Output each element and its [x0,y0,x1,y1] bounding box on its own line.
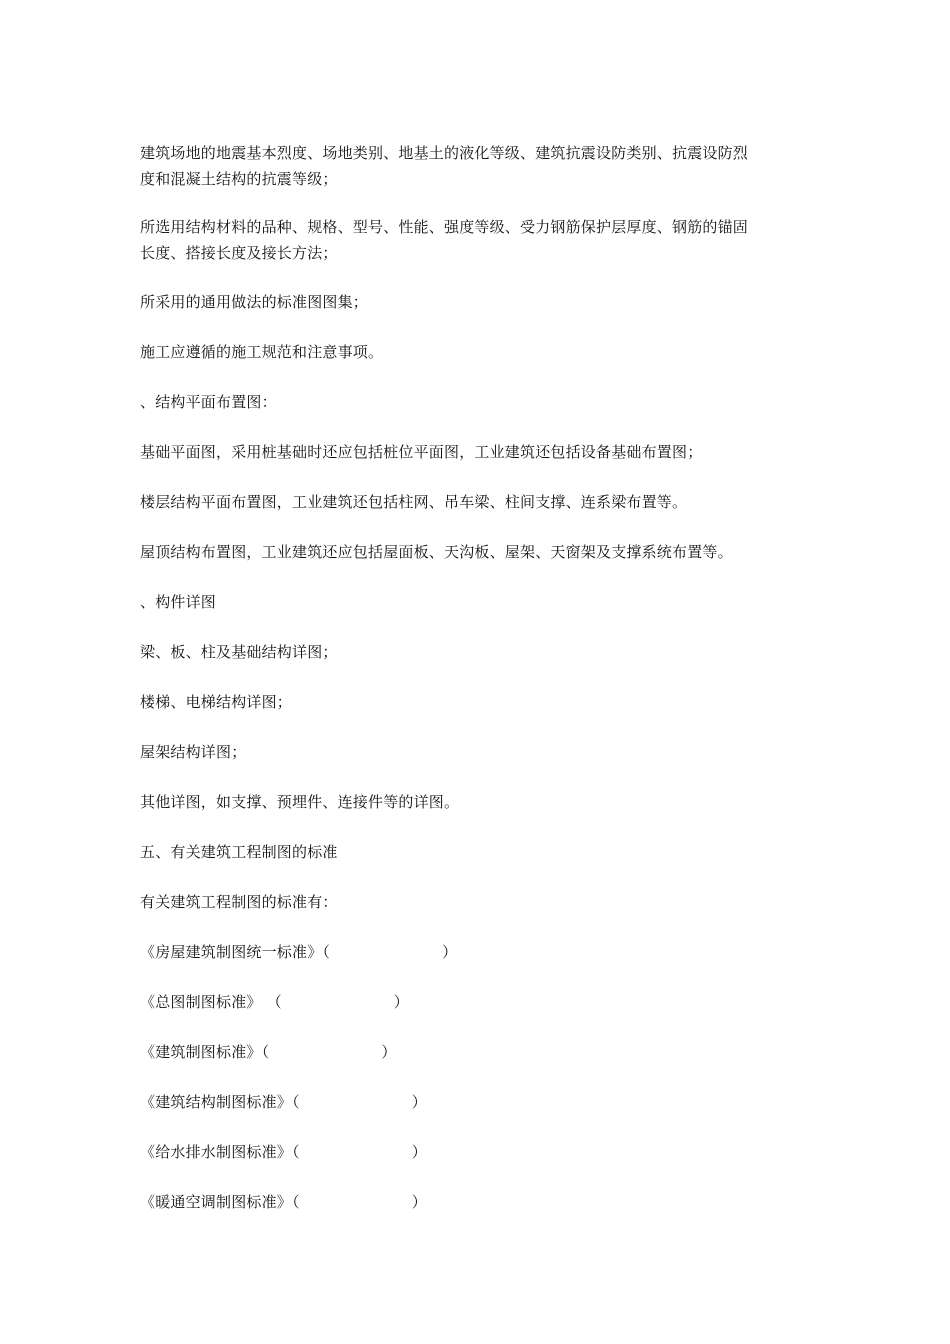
standard-close: ） [411,1143,427,1161]
paragraph-line: 其他详图，如支撑、预埋件、连接件等的详图。 [140,793,460,811]
standard-item [140,1139,427,1165]
paragraph-line: 楼梯、电梯结构详图； [140,693,293,711]
standard-close: ） [411,1193,427,1211]
paragraph-line: 基础平面图，采用桩基础时还应包括桩位平面图，工业建筑还包括设备基础布置图； [140,443,703,461]
paragraph-line: 度和混凝土结构的抗震等级； [140,170,338,188]
standard-title: 《总图制图标准》 （ [140,993,282,1011]
standard-close: ） [442,943,458,961]
standard-close: ） [381,1043,397,1061]
section-heading: 、构件详图 [140,593,217,611]
standard-item [140,1089,427,1115]
standard-title: 《建筑制图标准》（ [140,1043,270,1061]
paragraph-line: 楼层结构平面布置图，工业建筑还包括柱网、吊车梁、柱间支撑、连系梁布置等。 [140,493,688,511]
paragraph-line: 所采用的通用做法的标准图图集； [140,293,369,311]
paragraph-line: 长度、搭接长度及接长方法； [140,244,338,262]
paragraph-line: 梁、板、柱及基础结构详图； [140,643,338,661]
standard-item [140,989,409,1015]
section-heading: 五、有关建筑工程制图的标准 [140,843,338,861]
paragraph-line: 建筑场地的地震基本烈度、场地类别、地基土的液化等级、建筑抗震设防类别、抗震设防烈 [140,144,749,162]
standard-title: 《房屋建筑制图统一标准》（ [140,943,331,961]
standard-close: ） [411,1093,427,1111]
standard-item [140,1189,427,1215]
paragraph-line: 屋顶结构布置图，工业建筑还应包括屋面板、天沟板、屋架、天窗架及支撑系统布置等。 [140,543,733,561]
standard-title: 《建筑结构制图标准》（ [140,1093,300,1111]
standard-close: ） [393,993,409,1011]
paragraph-line: 施工应遵循的施工规范和注意事项。 [140,343,384,361]
paragraph-line: 所选用结构材料的品种、规格、型号、性能、强度等级、受力钢筋保护层厚度、钢筋的锚固 [140,218,749,236]
standard-item [140,1039,397,1065]
paragraph-line: 屋架结构详图； [140,743,247,761]
section-heading: 、结构平面布置图： [140,393,277,411]
paragraph-line: 有关建筑工程制图的标准有： [140,893,338,911]
standard-title: 《给水排水制图标准》（ [140,1143,300,1161]
standard-item [140,939,457,965]
standard-title: 《暖通空调制图标准》（ [140,1193,300,1211]
